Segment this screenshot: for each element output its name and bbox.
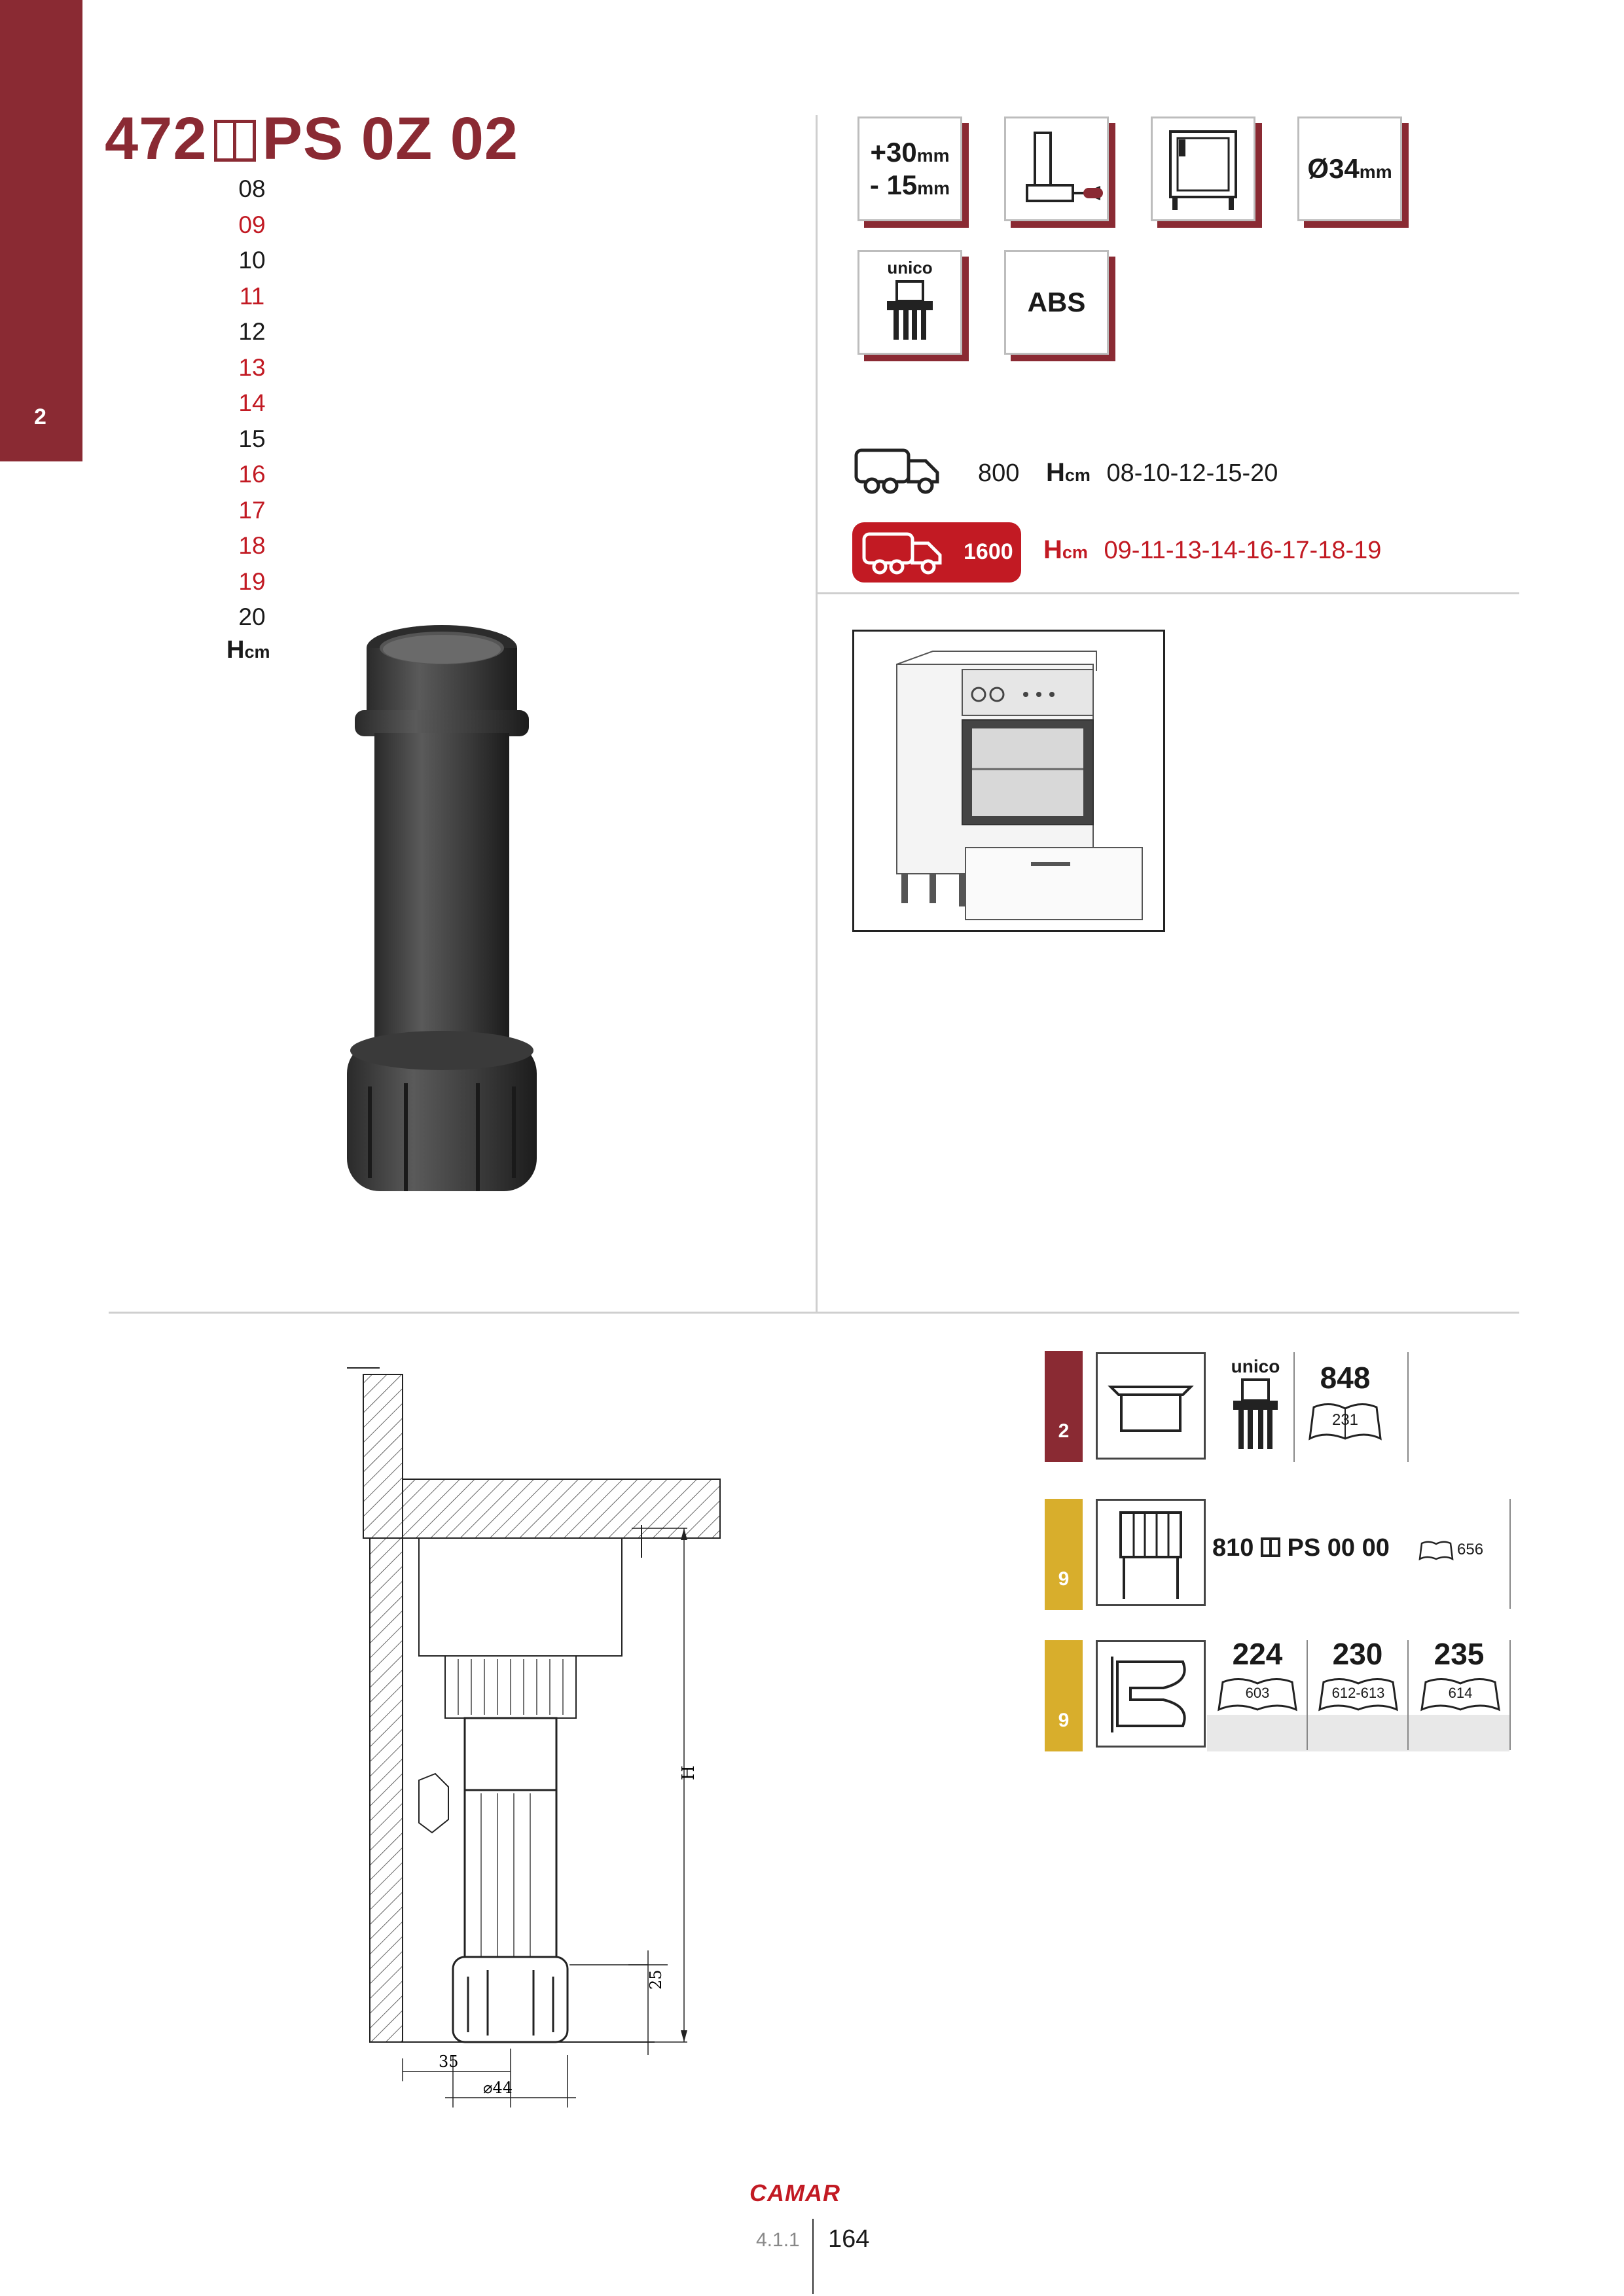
- special-pack-row: Hcm 09-11-13-14-16-17-18-19: [1043, 535, 1382, 564]
- gray-band: [1207, 1715, 1509, 1751]
- dimension-44-label: ⌀44: [483, 2079, 513, 2097]
- diameter-badge: Ø34mm: [1297, 117, 1402, 221]
- accessory-code: 235: [1434, 1637, 1485, 1671]
- accessory-code: 230: [1332, 1637, 1383, 1671]
- product-leg-image: [308, 615, 576, 1257]
- unico-clip-small: unico: [1216, 1356, 1295, 1458]
- standard-heights: 08-10-12-15-20: [1106, 459, 1278, 487]
- height-item: 14: [238, 389, 266, 416]
- truck-icon: [861, 530, 947, 577]
- footer-divider: [812, 2219, 814, 2294]
- dimension-35-label: 35: [439, 2053, 459, 2071]
- cell-divider: [1509, 1499, 1511, 1609]
- height-list: [236, 171, 268, 636]
- category-tab-2: 2: [1045, 1351, 1083, 1462]
- catalog-page: 603: [1245, 1685, 1270, 1701]
- cell-divider: [1293, 1352, 1295, 1462]
- technical-drawing: [340, 1361, 799, 2108]
- catalog-page: 231: [1331, 1411, 1359, 1429]
- section-number: 2: [34, 404, 46, 429]
- truck-icon: [852, 445, 944, 497]
- height-item: 16: [238, 461, 266, 488]
- section-ref: 4.1.1: [756, 2229, 800, 2251]
- section-divider: [109, 1312, 1519, 1314]
- height-item: 09: [238, 211, 266, 238]
- category-tab-9: 9: [1045, 1640, 1083, 1751]
- page-number: 164: [828, 2225, 870, 2253]
- height-item: 13: [238, 353, 266, 381]
- brand-logo: CAMAR: [749, 2179, 840, 2206]
- height-item: 10: [238, 247, 266, 274]
- height-item: 17: [238, 496, 266, 524]
- product-title: [105, 105, 518, 173]
- cabinet-icon: [1151, 117, 1255, 221]
- height-item: 11: [239, 282, 265, 310]
- catalog-page: 612-613: [1331, 1685, 1385, 1701]
- cell-divider: [1509, 1640, 1511, 1750]
- catalog-book-icon: [1418, 1539, 1454, 1563]
- dimension-h-label: H: [679, 1765, 698, 1780]
- application-image: [852, 630, 1165, 932]
- height-item: 08: [238, 175, 266, 202]
- section-tab: [0, 0, 82, 461]
- category-tab-9: 9: [1045, 1499, 1083, 1610]
- height-item: 20: [238, 603, 266, 630]
- product-prefix: 472: [105, 105, 208, 172]
- standard-qty: 800: [978, 459, 1020, 487]
- column-divider: [816, 115, 818, 1312]
- special-pack-badge: [852, 522, 1021, 583]
- adjustment-range-badge: +30mm - 15mm: [857, 117, 962, 221]
- height-item: 15: [238, 425, 266, 452]
- color-code-box-icon: [1261, 1537, 1280, 1557]
- screwdriver-adjust-icon: [1004, 117, 1109, 221]
- accessory-cap-icon: [1096, 1352, 1206, 1460]
- special-heights: 09-11-13-14-16-17-18-19: [1104, 537, 1382, 564]
- height-item: 12: [238, 318, 266, 345]
- accessory-code: 848: [1320, 1361, 1371, 1395]
- unico-label: unico: [887, 258, 933, 278]
- product-suffix: PS 0Z 02: [262, 105, 519, 172]
- accessory-code-row2: 810 PS 00 00: [1212, 1534, 1390, 1562]
- unico-clip-icon: [857, 250, 962, 355]
- accessory-code: 224: [1232, 1637, 1283, 1671]
- accessory-bracket-icon: [1096, 1499, 1206, 1606]
- height-unit-label: Hcm: [226, 636, 270, 664]
- row-divider: [816, 592, 1519, 594]
- dimension-25-label: 25: [647, 1969, 665, 1990]
- height-item: 19: [238, 567, 266, 595]
- color-code-box-icon: [214, 120, 256, 162]
- cell-divider: [1407, 1352, 1409, 1462]
- catalog-page: 614: [1448, 1685, 1473, 1701]
- material-badge: ABS: [1004, 250, 1109, 355]
- catalog-page: 656: [1457, 1541, 1484, 1558]
- height-item: 18: [238, 532, 266, 559]
- special-qty: 1600: [964, 539, 1013, 564]
- accessory-clip-icon: [1096, 1640, 1206, 1748]
- standard-pack-row: 800 Hcm 08-10-12-15-20: [978, 458, 1278, 487]
